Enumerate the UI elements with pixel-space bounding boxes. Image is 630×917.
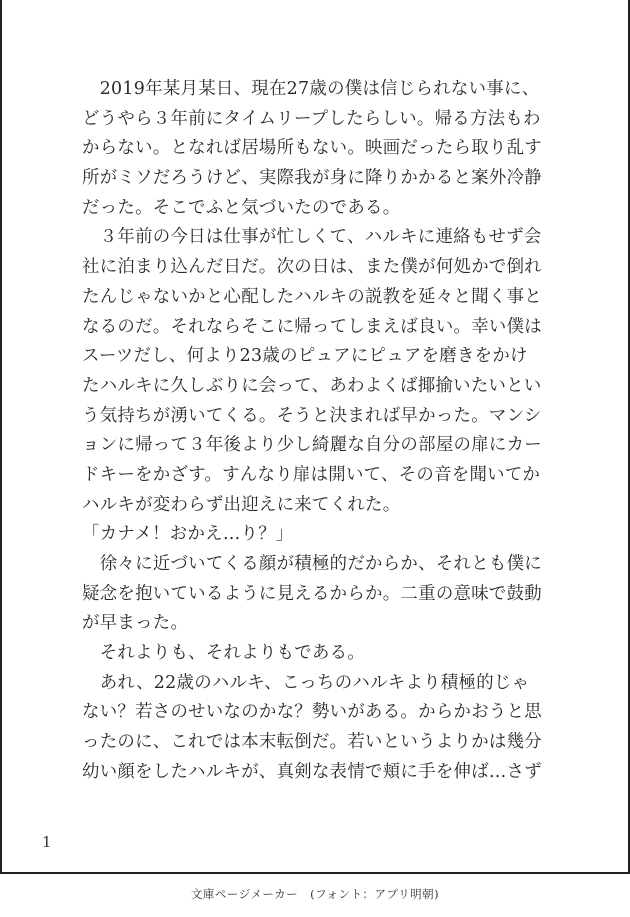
text-line: 徐々に近づいてくる顔が積極的だからか、それとも僕に <box>82 554 542 574</box>
text-line: 2019年某月某日、現在27歳の僕は信じられない事に、 <box>82 79 540 99</box>
text-line: スーツだし、何より23歳のピュアにピュアを磨きをかけ <box>82 346 528 367</box>
text-line: たハルキに久しぶりに会って、あわよくば揶揄いたいとい <box>82 375 542 396</box>
text-line: あれ、22歳のハルキ、こっちのハルキより積極的じゃ <box>82 672 530 693</box>
text-line: 「カナメ！おかえ…り？」 <box>82 524 294 545</box>
text-line: が早まった。 <box>82 613 189 634</box>
text-line: ったのに、これでは本末転倒だ。若いというよりかは幾分 <box>82 732 542 753</box>
text-line: う気持ちが湧いてくる。そうと決まれば早かった。マンシ <box>82 405 542 426</box>
text-line: 疑念を抱いているように見えるからか。二重の意味で鼓動 <box>82 583 542 604</box>
text-line: どうやら３年前にタイムリープしたらしい。帰る方法もわ <box>82 108 541 129</box>
text-line: なるのだ。それならそこに帰ってしまえば良い。幸い僕は <box>82 316 542 337</box>
footer-credit: 文庫ページメーカー (フォント：アプリ明朝) <box>190 887 440 901</box>
page-number: 1 <box>42 833 52 851</box>
text-line: 幼い顔をしたハルキが、真剣な表情で頬に手を伸ば…さず <box>82 761 542 782</box>
text-line: 所がミソだろうけど、実際我が身に降りかかると案外冷静 <box>82 168 542 189</box>
text-line: からない。となれば居場所もない。映画だったら取り乱す <box>82 138 542 159</box>
text-line: 社に泊まり込んだ日だ。次の日は、また僕が何処かで倒れ <box>82 257 542 278</box>
text-line: ３年前の今日は仕事が忙しくて、ハルキに連絡もせず会 <box>82 227 542 248</box>
text-line: それよりも、それよりもである。 <box>82 643 366 664</box>
body-text <box>82 75 557 788</box>
text-line: ョンに帰って３年後より少し綺麗な自分の部屋の扉にカー <box>82 435 542 456</box>
text-line: だった。そこでふと気づいたのである。 <box>82 197 401 218</box>
text-line: たんじゃないかと心配したハルキの説教を延々と聞く事と <box>82 286 542 307</box>
text-line: ハルキが変わらず出迎えに来てくれた。 <box>82 494 401 515</box>
text-line: ドキーをかざす。すんなり扉は開いて、その音を聞いてか <box>82 464 541 485</box>
text-line: ない？若さのせいなのかな？勢いがある。からかおうと思 <box>82 702 542 723</box>
